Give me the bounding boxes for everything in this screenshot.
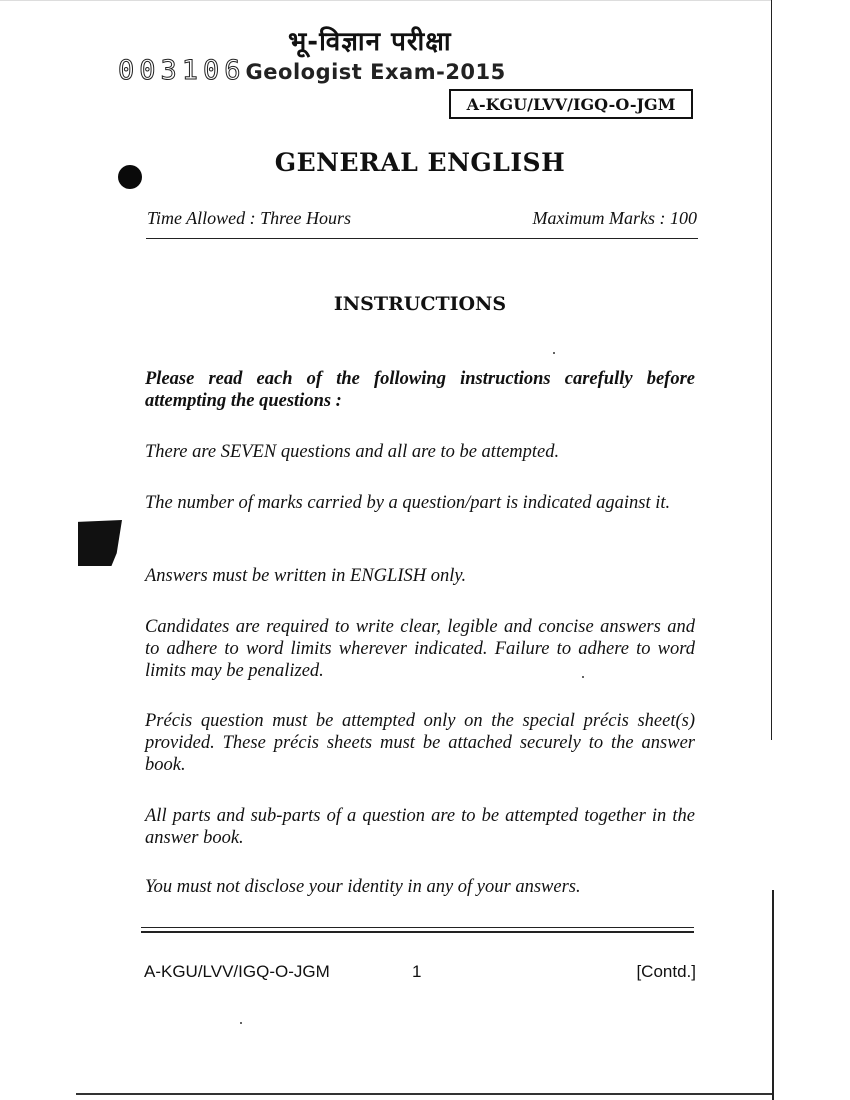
instruction-item: Answers must be written in ENGLISH only.	[145, 566, 467, 586]
serial-row	[118, 55, 506, 86]
instruction-item: You must not disclose your identity in any of your answers.	[145, 877, 581, 897]
instructions-intro: Please read each of the following instructions carefully before attempting the questions :	[145, 369, 695, 411]
punch-hole-mark	[118, 165, 142, 189]
instruction-item: The number of marks carried by a question/part is indicated against it.	[145, 493, 671, 513]
maximum-marks: Maximum Marks : 100	[532, 208, 697, 228]
page-top-edge	[0, 0, 771, 1]
hindi-exam-title: भू-विज्ञान परीक्षा	[288, 27, 452, 57]
continued-label: [Contd.]	[636, 962, 696, 981]
time-allowed: Time Allowed : Three Hours	[147, 208, 352, 228]
footer-divider-bottom	[141, 931, 694, 933]
subject-title: GENERAL ENGLISH	[274, 148, 566, 177]
header-divider	[146, 238, 698, 239]
footer-paper-code: A-KGU/LVV/IGQ-O-JGM	[144, 962, 330, 981]
instructions-heading: INSTRUCTIONS	[333, 293, 507, 315]
scan-speck	[553, 352, 555, 354]
footer-divider-top	[141, 927, 694, 928]
page-right-edge	[771, 0, 772, 740]
instruction-item: Candidates are required to write clear, legible and concise answers and to adhere to word limits wherever indicated. Failure to adhere to word limits may be penalized.	[145, 617, 695, 681]
page-bottom-edge	[76, 1093, 772, 1095]
scan-speck	[240, 1022, 242, 1024]
instruction-item: Précis question must be attempted only on the special précis sheet(s) provided. These précis sheets must be attached securely to the answer book.	[145, 711, 695, 775]
instruction-item: There are SEVEN questions and all are to be attempted.	[145, 442, 560, 462]
instruction-item: All parts and sub-parts of a question are to be attempted together in the answer book.	[145, 806, 695, 848]
paper-code-box: A-KGU/LVV/IGQ-O-JGM	[449, 89, 693, 119]
exam-name: Geologist Exam-2015	[245, 60, 506, 84]
page-right-edge-lower	[772, 890, 774, 1100]
page-number: 1	[412, 962, 422, 981]
scan-edge-mark	[78, 520, 122, 566]
scan-speck	[582, 676, 584, 678]
serial-number: 003106	[118, 55, 246, 86]
